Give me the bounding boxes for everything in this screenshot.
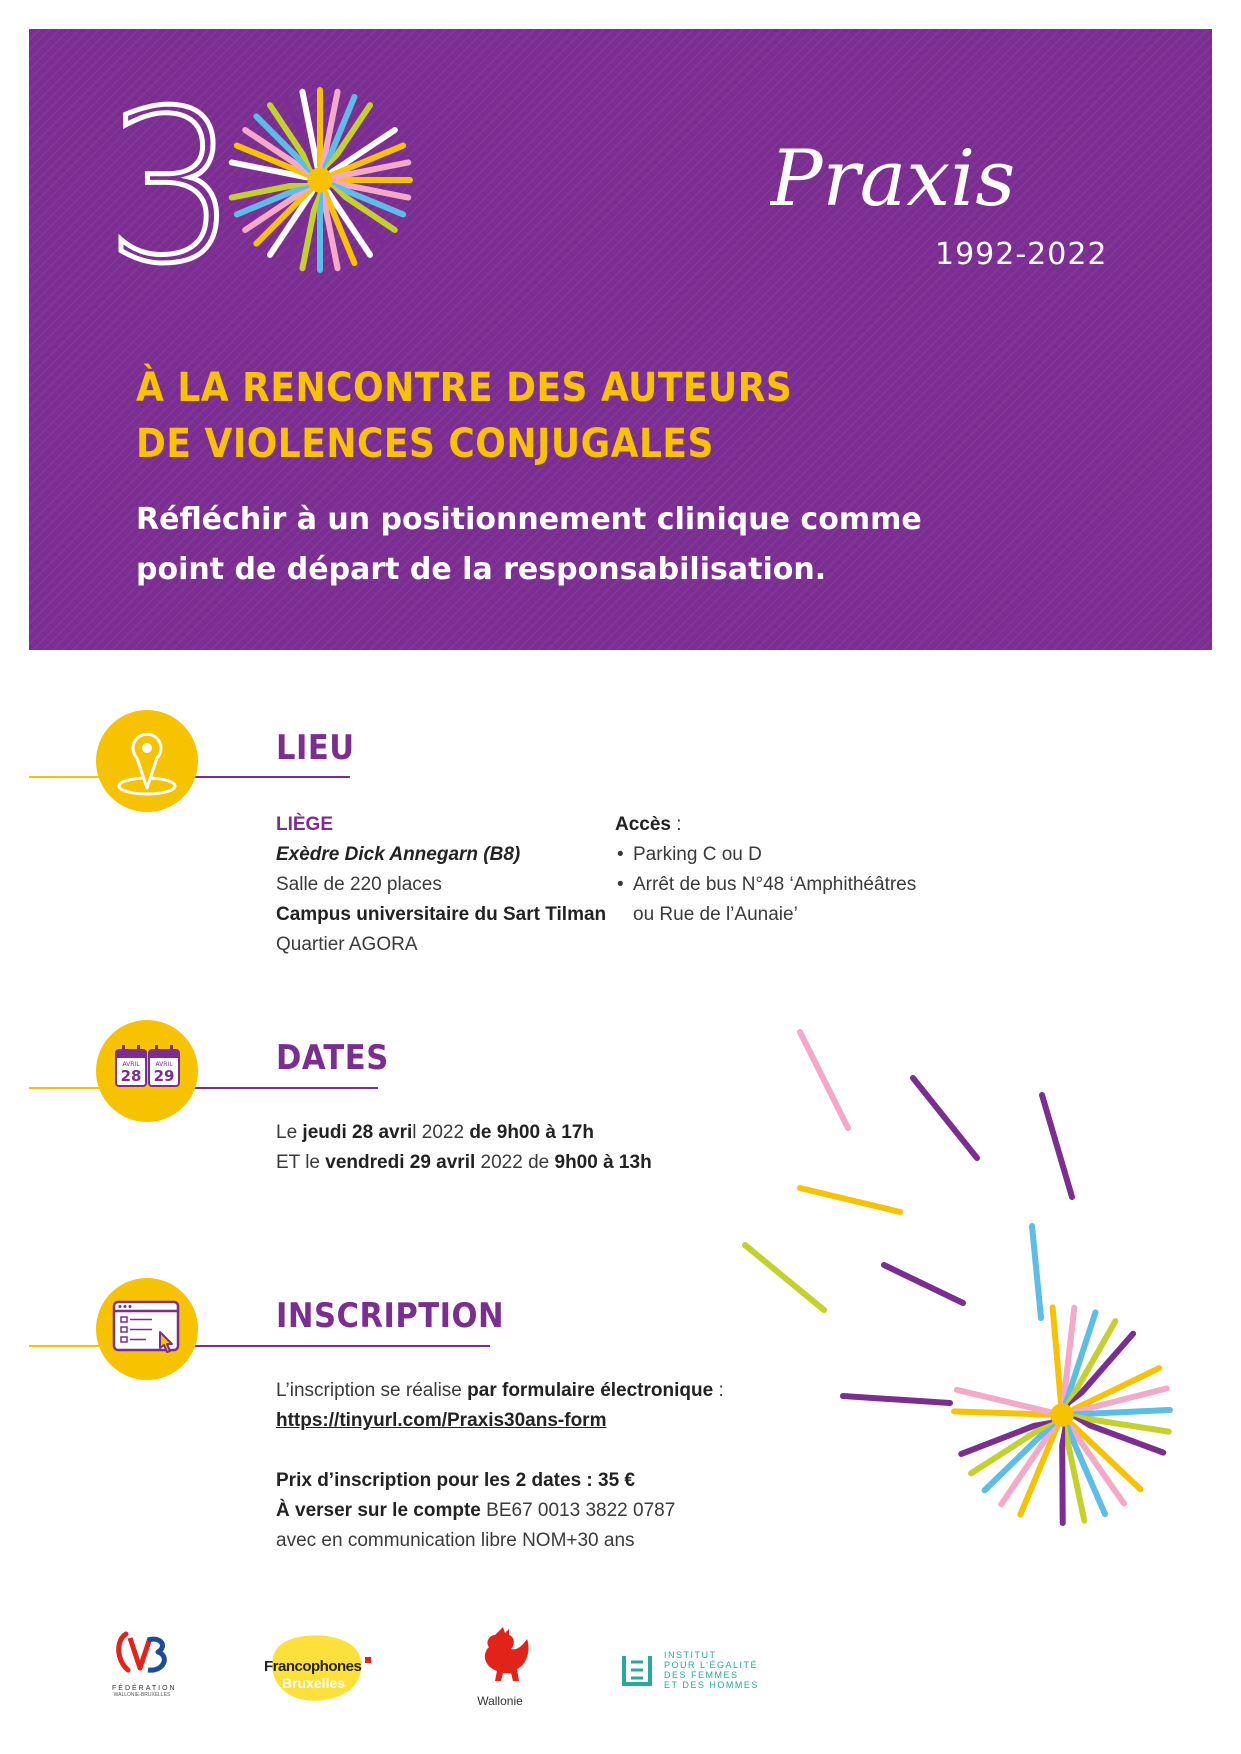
dates-l2-d: 9h00 à 13h	[554, 1152, 652, 1173]
praxis-logo	[770, 110, 1090, 250]
lieu-details	[276, 810, 606, 960]
institut-egalite-logo	[620, 1650, 800, 1700]
event-title-line1: À LA RENCONTRE DES AUTEURS	[136, 365, 793, 411]
institut-text	[664, 1650, 759, 1690]
inscription-account-b: BE67 0013 3822 0787	[480, 1500, 676, 1521]
logo-number-three: 3	[105, 65, 239, 300]
institut-line3: DES FEMMES	[664, 1670, 739, 1680]
inscription-l1-a: L’inscription se réalise	[276, 1380, 468, 1401]
lieu-quarter: Quartier AGORA	[276, 934, 418, 955]
inscription-l1-c: :	[713, 1380, 724, 1401]
access-label: Accès	[615, 814, 671, 835]
burst-o-icon	[230, 90, 410, 270]
fwb-logo	[112, 1630, 177, 1720]
fwb-mark-icon	[112, 1630, 172, 1680]
lieu-capacity: Salle de 220 places	[276, 874, 442, 895]
event-subtitle-line2: point de départ de la responsabilisation.	[136, 552, 827, 587]
inscription-circle	[96, 1278, 198, 1380]
inscription-account	[276, 1496, 724, 1526]
burst-center	[307, 167, 332, 192]
inscription-line1	[276, 1376, 724, 1406]
dates-l2-b: vendredi 29 avril	[325, 1152, 476, 1173]
wallonie-label: Wallonie	[477, 1694, 523, 1708]
dates-l2-a: ET le	[276, 1152, 326, 1173]
event-subtitle	[136, 495, 1136, 595]
access-item-bus-cont: ou Rue de l’Aunaie’	[633, 904, 798, 925]
dates-circle	[96, 1020, 198, 1122]
years-range: 1992-2022	[935, 237, 1108, 272]
burst-ray	[954, 1411, 1049, 1414]
institut-line2: POUR L’ÉGALITÉ	[664, 1660, 759, 1670]
dates-l1-a: Le	[276, 1122, 303, 1143]
dates-details	[276, 1118, 652, 1178]
access-item-parking: • Parking C ou D	[615, 840, 916, 870]
decorative-burst	[700, 1000, 1241, 1560]
dates-l2-c: 2022 de	[475, 1152, 555, 1173]
wallonie-logo	[465, 1625, 535, 1715]
francophones-square-icon	[365, 1657, 371, 1663]
burst-ray	[1053, 1307, 1061, 1402]
inscription-title: INSCRIPTION	[276, 1296, 505, 1336]
online-form-icon	[96, 1278, 198, 1380]
fwb-sublabel: WALLONIE-BRUXELLES	[113, 1692, 171, 1698]
access-colon: :	[671, 814, 682, 835]
institut-mark-icon	[620, 1652, 654, 1688]
burst-ray	[1062, 1428, 1063, 1523]
francophones-bruxelles-logo	[262, 1630, 382, 1710]
francophones-label: Francophones	[264, 1658, 362, 1675]
lieu-city: LIÈGE	[276, 814, 334, 835]
inscription-communication: avec en communication libre NOM+30 ans	[276, 1530, 635, 1551]
dates-line1	[276, 1118, 652, 1148]
map-pin-icon	[96, 710, 198, 812]
access-item-bus: • Arrêt de bus N°48 ‘Amphithéâtres	[615, 870, 916, 900]
institut-line1: INSTITUT	[664, 1650, 717, 1660]
fwb-label: FÉDÉRATION	[112, 1685, 177, 1692]
rooster-icon	[465, 1625, 535, 1687]
burst-ray	[957, 1390, 1049, 1412]
event-title	[136, 360, 1036, 472]
institut-line4: ET DES HOMMES	[664, 1680, 759, 1690]
registration-link[interactable]: https://tinyurl.com/Praxis30ans-form	[276, 1410, 607, 1431]
burst-center	[1050, 1403, 1073, 1426]
dates-line-purple	[190, 1087, 378, 1089]
calendar-icon	[96, 1020, 198, 1122]
inscription-price: Prix d’inscription pour les 2 dates : 35 €	[276, 1470, 635, 1491]
dates-title: DATES	[276, 1038, 389, 1078]
cal2-month: AVRIL	[155, 1061, 173, 1068]
inscription-l1-b: par formulaire électronique	[467, 1380, 714, 1401]
cal1-day: 28	[120, 1067, 142, 1085]
dates-line2	[276, 1148, 652, 1178]
dates-l1-b: jeudi 28 avri	[302, 1122, 413, 1143]
praxis-wordmark: Praxis	[770, 134, 1016, 224]
cal1-month: AVRIL	[122, 1061, 140, 1068]
lieu-title: LIEU	[276, 728, 355, 768]
lieu-line-purple	[190, 776, 350, 778]
lieu-access	[615, 810, 916, 930]
anniversary-30-logo	[95, 60, 455, 300]
burst-flower-icon	[954, 1307, 1170, 1523]
dates-l1-c: l 2022	[412, 1122, 470, 1143]
bruxelles-label: Bruxelles	[282, 1675, 346, 1691]
lieu-campus: Campus universitaire du Sart Tilman	[276, 904, 607, 925]
lieu-circle	[96, 710, 198, 812]
event-title-line2: DE VIOLENCES CONJUGALES	[136, 421, 714, 467]
inscription-details	[276, 1376, 724, 1556]
inscription-line-purple	[190, 1345, 490, 1347]
event-subtitle-line1: Réfléchir à un positionnement clinique comme	[136, 502, 922, 537]
cal2-day: 29	[153, 1067, 175, 1085]
dates-l1-d: de 9h00 à 17h	[469, 1122, 594, 1143]
lieu-venue: Exèdre Dick Annegarn (B8)	[276, 844, 521, 865]
inscription-account-a: À verser sur le compte	[276, 1500, 481, 1521]
